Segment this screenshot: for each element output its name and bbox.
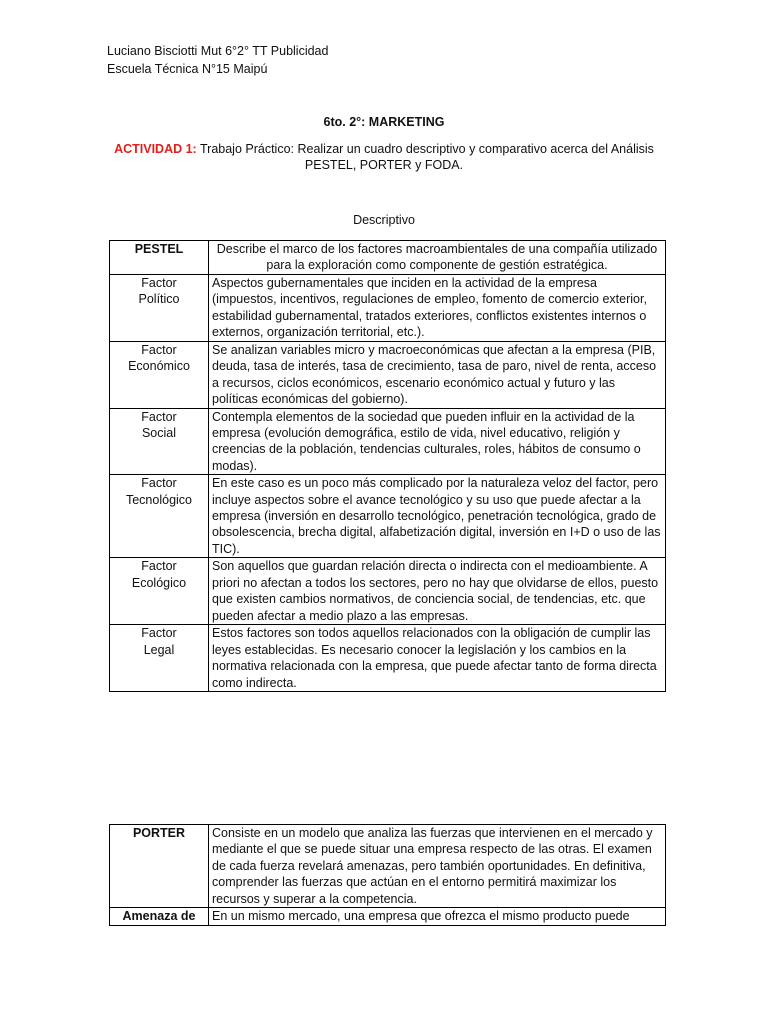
factor-name: Político bbox=[138, 292, 180, 307]
factor-description: En este caso es un poco más complicado por la naturaleza veloz del factor, pero incluye aspectos sobre el avance tecnológico y su uso que puede afectar a la empresa (inversión en desarrollo tecnológico, penetración tecnológica, grado de obsolescencia, brecha digital, alfabetización digital, inversión en I+D o uso de las TIC). bbox=[209, 475, 666, 558]
school-line: Escuela Técnica N°15 Maipú bbox=[107, 62, 268, 76]
factor-description: Son aquellos que guardan relación directa o indirecta con el medioambiente. A priori no afectan a todos los sectores, pero no hay que olvidarse de ellos, puesto que existen cambios normativos, de conciencia social, de tendencias, etc. que pueden afectar a medio plazo a las empresas. bbox=[209, 558, 666, 625]
factor-cell: Factor Ecológico bbox=[110, 558, 209, 625]
factor-description: Contempla elementos de la sociedad que pueden influir en la actividad de la empresa (evolución demográfica, estilo de vida, nivel educativo, religión y creencias de la población, tendencias culturales, roles, hábitos de consumo o modas). bbox=[209, 408, 666, 475]
factor-name: Legal bbox=[143, 642, 175, 657]
factor-name: Tecnológico bbox=[125, 492, 192, 507]
table-row bbox=[110, 342, 666, 409]
factor-cell: Factor Social bbox=[110, 408, 209, 475]
porter-header-key: PORTER bbox=[110, 825, 209, 908]
factor-cell: Amenaza de bbox=[110, 908, 209, 926]
factor-description: Estos factores son todos aquellos relacionados con la obligación de cumplir las leyes establecidas. Es necesario conocer la legislación y los cambios en la normativa relacionada con la empresa, que puede afectar tanto de forma directa como indirecta. bbox=[209, 625, 666, 692]
table-row bbox=[110, 275, 666, 342]
factor-description: Se analizan variables micro y macroeconómicas que afectan a la empresa (PIB, deuda, tasa de interés, tasa de crecimiento, tasa de paro, nivel de renta, acceso a recursos, ciclos económicos, escenario económico actual y futuro y las políticas económicas del gobierno). bbox=[209, 342, 666, 409]
activity-label: ACTIVIDAD 1: bbox=[114, 142, 197, 156]
factor-cell: Factor Legal bbox=[110, 625, 209, 692]
author-line: Luciano Bisciotti Mut 6°2° TT Publicidad bbox=[107, 44, 329, 58]
porter-header-row bbox=[110, 825, 666, 908]
porter-table bbox=[109, 824, 666, 926]
factor-cell: Factor Económico bbox=[110, 342, 209, 409]
porter-header-desc: Consiste en un modelo que analiza las fuerzas que intervienen en el mercado y mediante el que se puede situar una empresa respecto de las otras. El examen de cada fuerza revelará amenazas, pero también oportunidades. En definitiva, comprender las fuerzas que actúan en el entorno permitirá maximizar los recursos y superar a la competencia. bbox=[209, 825, 666, 908]
activity-text: Trabajo Práctico: Realizar un cuadro descriptivo y comparativo acerca del Análisis PESTEL, PORTER y FODA. bbox=[196, 142, 654, 173]
factor-description: Aspectos gubernamentales que inciden en la actividad de la empresa (impuestos, incentivos, regulaciones de empleo, fomento de comercio exterior, estabilidad gubernamental, tratados exteriores, conflictos existentes internos o externos, organización territorial, etc.). bbox=[209, 275, 666, 342]
factor-name: Económico bbox=[128, 359, 190, 374]
pestel-header-key: PESTEL bbox=[110, 241, 209, 275]
pestel-header-row bbox=[110, 241, 666, 275]
page-title: 6to. 2°: MARKETING bbox=[323, 115, 445, 129]
table-row bbox=[110, 625, 666, 692]
activity-statement bbox=[110, 141, 658, 174]
factor-name: Ecológico bbox=[131, 575, 187, 590]
table-row bbox=[110, 408, 666, 475]
pestel-table bbox=[109, 240, 666, 692]
section-subtitle: Descriptivo bbox=[353, 213, 415, 227]
pestel-header-desc: Describe el marco de los factores macroambientales de una compañía utilizado para la exploración como componente de gestión estratégica. bbox=[209, 241, 666, 275]
factor-description: En un mismo mercado, una empresa que ofrezca el mismo producto puede bbox=[209, 908, 666, 926]
factor-cell: Factor Político bbox=[110, 275, 209, 342]
table-row bbox=[110, 908, 666, 926]
table-row bbox=[110, 475, 666, 558]
factor-cell: Factor Tecnológico bbox=[110, 475, 209, 558]
factor-name: Social bbox=[141, 426, 177, 441]
table-row bbox=[110, 558, 666, 625]
document-header bbox=[107, 42, 328, 78]
